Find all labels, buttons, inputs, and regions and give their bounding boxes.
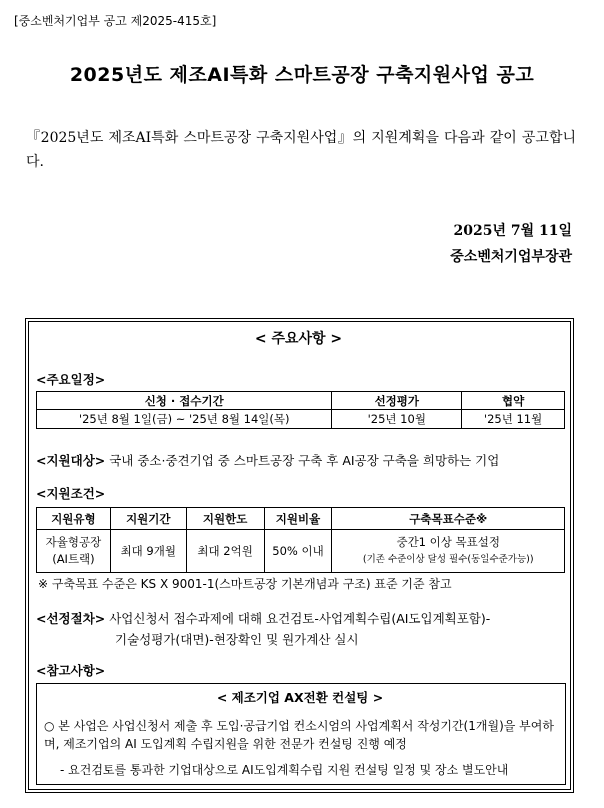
conditions-label: <지원조건> [36,486,106,501]
conditions-type-line1: 자율형공장 [45,535,102,549]
procedure-row [36,609,490,627]
schedule-table [36,391,565,429]
conditions-goal [332,530,565,573]
consulting-bullet: ○ 본 사업은 사업신청서 제출 후 도입·공급기업 컨소시엄의 사업계획서 작성기간(1개월)을 부여하며, 제조기업의 AI 도입계획 수립지원을 위한 전문가 컨설팅 진행 예정 [44,719,554,751]
schedule-agreement-period: '25년 11월 [462,410,565,429]
target-label: <지원대상> [36,453,106,468]
reference-label: <참고사항> [36,663,106,678]
conditions-period: 최대 9개월 [110,530,186,573]
conditions-header-goal: 구축목표수준※ [332,508,565,530]
conditions-table [36,507,565,573]
intro-paragraph: 『2025년도 제조AI특화 스마트공장 구축지원사업』의 지원계획을 다음과 같이 공고합니다. [26,130,576,170]
conditions-goal-line1: 중간1 이상 목표설정 [396,535,500,549]
summary-title: < 주요사항 > [254,331,343,347]
consulting-dash-note: - 요건검토를 통과한 기업대상으로 AI도입계획수립 지원 컨설팅 일정 및 장소 별도안내 [60,763,509,777]
conditions-type [37,530,111,573]
conditions-ratio: 50% 이내 [264,530,332,573]
schedule-header-application: 신청 · 접수기간 [37,392,332,410]
conditions-goal-line2: (기존 수준이상 달성 필수(동일수준가능)) [362,554,534,565]
conditions-header-type: 지원유형 [37,508,111,530]
target-text: 국내 중소·중견기업 중 스마트공장 구축 후 AI공장 구축을 희망하는 기업 [109,453,500,468]
procedure-label: <선정절차> [36,611,106,626]
conditions-type-line2: (AI트랙) [52,552,95,566]
schedule-application-period: '25년 8월 1일(금) ~ '25년 8월 14일(목) [37,410,332,429]
issuer: 중소벤처기업부장관 [450,249,572,265]
conditions-header-limit: 지원한도 [186,508,264,530]
conditions-header-ratio: 지원비율 [264,508,332,530]
announcement-date: 2025년 7월 11일 [453,223,572,239]
conditions-footnote: ※ 구축목표 수준은 KS X 9001-1(스마트공장 기본개념과 구조) 표준 기준 참고 [38,577,452,591]
schedule-evaluation-period: '25년 10월 [332,410,462,429]
target-row [36,451,499,469]
schedule-header-agreement: 협약 [462,392,565,410]
conditions-limit: 최대 2억원 [186,530,264,573]
procedure-line1: 사업신청서 접수과제에 대해 요건검토-사업계획수립(AI도입계획포함)- [109,611,491,626]
schedule-header-evaluation: 선정평가 [332,392,462,410]
procedure-line2: 기술성평가(대면)-현장확인 및 원가계산 실시 [115,632,359,647]
page-title: 2025년도 제조AI특화 스마트공장 구축지원사업 공고 [69,64,535,86]
notice-number: [중소벤처기업부 공고 제2025-415호] [14,14,217,28]
consulting-box-title: < 제조기업 AX전환 컨설팅 > [216,690,384,705]
conditions-header-period: 지원기간 [110,508,186,530]
schedule-label: <주요일정> [36,372,106,387]
